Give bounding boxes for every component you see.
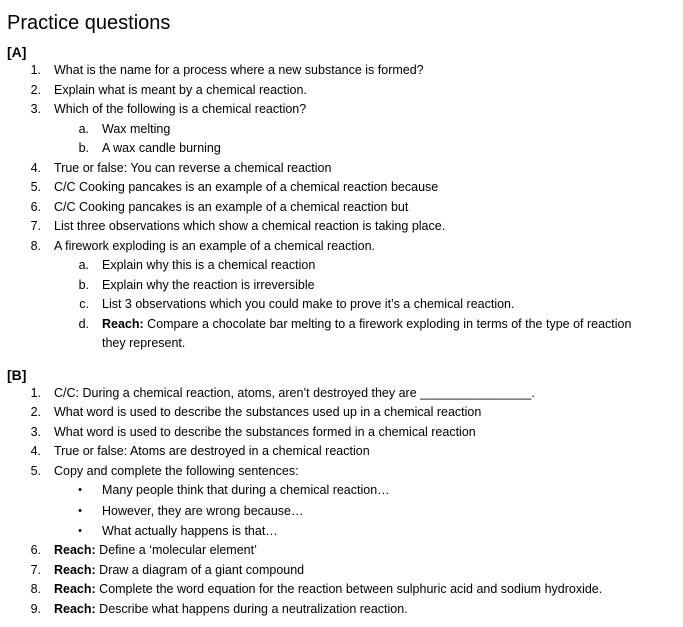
bullet-icon: •	[78, 525, 82, 537]
bullet-icon: •	[78, 484, 82, 496]
reach-label: Reach:	[54, 543, 96, 557]
reach-label: Reach:	[102, 316, 144, 331]
bullet-icon: •	[78, 504, 82, 517]
reach-label: Reach:	[54, 582, 96, 596]
page-title: Practice questions	[7, 12, 171, 34]
document-page: Practice questions [A] 1. What is the name for a process where a new substance is formed? 2. Explain what is meant by a chemical reaction. 3. Which of the following is a chemical reaction? a. Wax melting b. A wax candle burning 4. True or false: You can reverse a chemical reaction 5. C/C Cooking pancakes is an example of a chemical reaction because 6. C/C Cooking pancakes is an example of a chemical reaction but 7. List three observations which show a chemical reaction is taking place. 8. A firework exploding is an example of a chemical reaction. a. Explain why this is a chemical reaction b. Explain why the reaction is irreversible c. List 3 observations which you could make to prove it’s a chemical reaction. d. Reach: Compare a chocolate bar melting to a firework exploding in terms of the type of reaction they represent. [B] 1. C/C: During a chemical reaction, atoms, aren’t destroyed they are ________________. 2. What word is used to describe the substances used up in a chemical reaction 3. What word is used to describe the substances formed in a chemical reaction 4. True or false: Atoms are destroyed in a chemical reaction 5. Copy and complete the following sentences: • Many people think that during a chemical reaction… • However, they are wrong because… • What actually happens is that… 6. Reach: Define a ‘molecular element’ 7. Reach: Draw a diagram of a giant compound 8. Reach: Complete the word equation for the reaction between sulphuric acid and sodium hydroxide. 9. Reach: Describe what happens during a neutralization reaction.	[7, 12, 632, 616]
section-a-label: [A]	[7, 44, 27, 60]
reach-label: Reach:	[54, 562, 96, 577]
reach-label: Reach:	[54, 601, 96, 616]
section-b-label: [B]	[7, 367, 27, 383]
